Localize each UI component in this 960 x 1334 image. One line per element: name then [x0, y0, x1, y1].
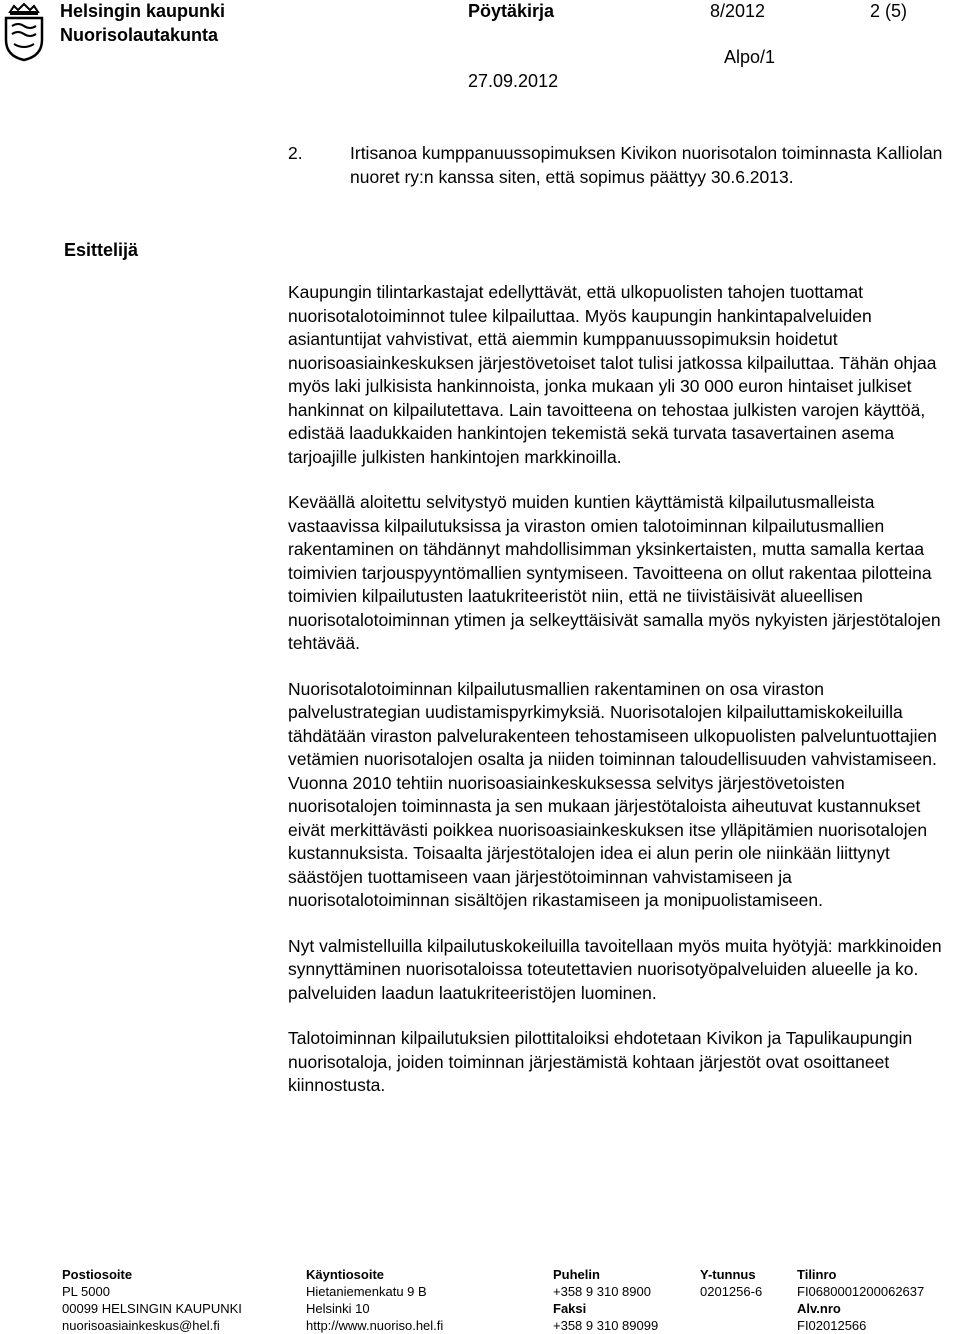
- decision-item: [288, 142, 943, 189]
- footer-fax-label: Faksi: [553, 1301, 587, 1316]
- document-number: 8/2012: [710, 1, 766, 21]
- agenda-item: Alpo/1: [724, 47, 776, 67]
- footer-phone-label: Puhelin: [553, 1267, 600, 1282]
- presenter-label: Esittelijä: [64, 240, 139, 260]
- paragraph: Kaupungin tilintarkastajat edellyttävät, että ulkopuolisten tahojen tuottamat nuorisotalotoiminnot tulee kilpailuttaa. Myös kaupungin hankintapalveluiden asiantuntijat vahvistivat, että aiemmin kumppanuussopimuksin hoidetut nuorisoasiainkeskuksen järjestövetoiset talot tulisi jatkossa kilpailuttaa. Tähän ohjaa myös laki julkisista hankinnoista, jonka mukaan yli 30 000 euron hintaiset julkiset hankinnat on kilpailutettava. Lain tavoitteena on tehostaa julkisten varojen käyttöä, edistää laadukkaiden hankintojen tekemistä sekä turvata tasavertainen asema tarjoajille julkisten hankintojen markkinoilla.: [288, 282, 937, 467]
- footer-street: Hietaniemenkatu 9 B: [306, 1284, 427, 1299]
- footer-visit-city: Helsinki 10: [306, 1301, 370, 1316]
- helsinki-crest-logo: [2, 2, 46, 62]
- city-name: Helsingin kaupunki: [60, 1, 226, 21]
- paragraph: Talotoiminnan kilpailutuksien pilottitaloiksi ehdotetaan Kivikon ja Tapulikaupungin nuorisotaloja, joiden toiminnan järjestämistä kohtaan järjestöt ovat osoittaneet kiinnostusta.: [288, 1028, 913, 1095]
- footer-business-id-value: 0201256-6: [700, 1284, 763, 1299]
- footer-visit-label: Käyntiosoite: [306, 1267, 385, 1282]
- footer-postal-box: PL 5000: [62, 1284, 110, 1299]
- footer-postal: [62, 1266, 242, 1334]
- footer-phone-number: +358 9 310 8900: [553, 1284, 651, 1299]
- footer-business-id-label: Y-tunnus: [700, 1267, 756, 1282]
- footer-postal-label: Postiosoite: [62, 1267, 133, 1282]
- footer-business-id: [700, 1266, 762, 1300]
- footer-phone: [553, 1266, 658, 1334]
- footer-account: [797, 1266, 924, 1334]
- committee-name: Nuorisolautakunta: [60, 25, 219, 45]
- paragraph: Nuorisotalotoiminnan kilpailutusmallien rakentaminen on osa viraston palvelustrategian uudistamispyrkimyksiä. Nuorisotalojen kilpailuttamiskokeiluilla tähdätään viraston palvelurakenteen tehostamiseen ulkopuolisten palveluntuottajien vetämien nuorisotalojen osalta ja niiden toiminnan taloudellisuuden vahvistamiseen. Vuonna 2010 tehtiin nuorisoasiainkeskuksessa selvitys järjestövetoisten nuorisotalojen toiminnasta ja sen mukaan järjestötaloista aiheutuvat kustannukset eivät merkittävästi poikkea nuorisoasiainkeskuksen itse ylläpitämien nuorisotalojen kustannuksista. Toisaalta järjestötalojen idea ei alun perin ole niinkään liittynyt säästöjen tuottamiseen vaan järjestötoiminnan vahvistamiseen ja nuorisotalotoiminnan sisältöjen rikastamiseen ja monipuolistamiseen.: [288, 678, 937, 910]
- footer-fax-number: +358 9 310 89099: [553, 1318, 659, 1333]
- footer-vat-label: Alv.nro: [797, 1301, 841, 1316]
- footer-vat-number: FI02012566: [797, 1318, 867, 1333]
- footer-website: http://www.nuoriso.hel.fi: [306, 1318, 444, 1333]
- meeting-date: 27.09.2012: [468, 71, 559, 91]
- presentation-text: [288, 281, 943, 1120]
- paragraph: Keväällä aloitettu selvitystyö muiden kuntien käyttämistä kilpailutusmalleista vastaavissa kilpailutuksissa ja viraston omien talotoiminnan kilpailutusmallien rakentaminen on tähdännyt mahdollisimman yksinkertaisten, mutta samalla kertaa toimivien tarjouspyyntömallien syntymiseen. Tavoitteena on ollut rakentaa pilotteina toimivien kilpailutusten laatukriteeristöt niin, että ne tiivistäisivät alueellisen nuorisotalotoiminnan ytimen ja selkeyttäisivät samalla myös nykyisten järjestötalojen tehtävää.: [288, 492, 941, 653]
- paragraph: Nyt valmistelluilla kilpailutuskokeiluilla tavoitellaan myös muita hyötyjä: markkinoiden synnyttäminen nuorisotaloissa toteutettavien nuorisotyöpalveluiden alueelle ja ko. palveluiden laadun laatukriteeristöjen luominen.: [288, 935, 942, 1003]
- footer-email: nuorisoasiainkeskus@hel.fi: [62, 1318, 220, 1333]
- decision-item-number: 2.: [288, 143, 303, 163]
- page-number: 2 (5): [870, 1, 908, 21]
- decision-item-text: Irtisanoa kumppanuussopimuksen Kivikon nuorisotalon toiminnasta Kalliolan nuoret ry:n kanssa siten, että sopimus päättyy 30.6.2013.: [350, 143, 943, 187]
- footer-visit: [306, 1266, 443, 1334]
- footer-account-label: Tilinro: [797, 1267, 837, 1282]
- footer-postal-city: 00099 HELSINGIN KAUPUNKI: [62, 1301, 242, 1316]
- footer-account-number: FI0680001200062637: [797, 1284, 925, 1299]
- document-type: Pöytäkirja: [468, 1, 555, 21]
